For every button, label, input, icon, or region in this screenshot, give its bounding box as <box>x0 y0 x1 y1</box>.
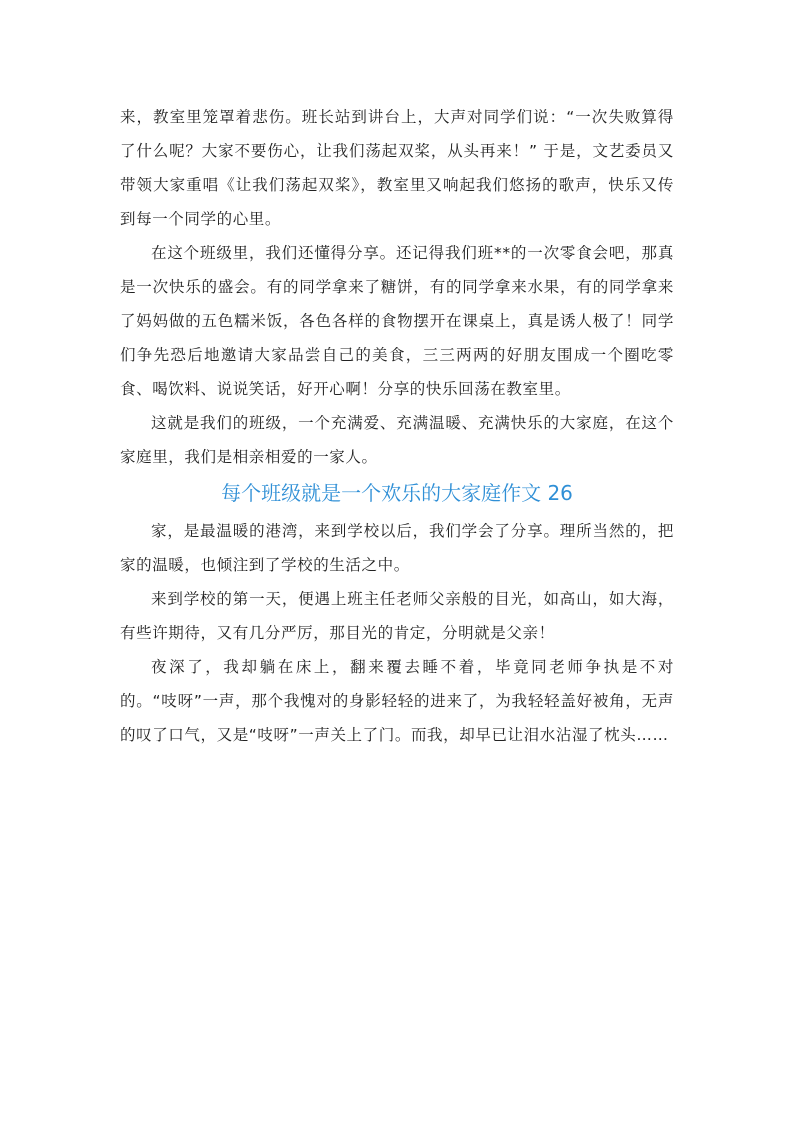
paragraph: 夜深了，我却躺在床上，翻来覆去睡不着，毕竟同老师争执是不对的。“吱呀”一声，那个我愧对的身影轻轻的进来了，为我轻轻盖好被角，无声的叹了口气，又是“吱呀”一声关上了门。而我，却早已让泪水沾湿了枕头…… <box>120 658 674 744</box>
paragraph: 来到学校的第一天，便遇上班主任老师父亲般的目光，如高山，如大海，有些许期待，又有几分严厉，那目光的肯定，分明就是父亲！ <box>120 590 674 642</box>
paragraph: 在这个班级里，我们还懂得分享。还记得我们班**的一次零食会吧，那真是一次快乐的盛会。有的同学拿来了糖饼，有的同学拿来水果，有的同学拿来了妈妈做的五色糯米饭，各色各样的食物摆开在课桌上，真是诱人极了！同学们争先恐后地邀请大家品尝自己的美食，三三两两的好朋友围成一个圈吃零食、喝饮料、说说笑话，好开心啊！分享的快乐回荡在教室里。 <box>120 244 674 398</box>
document-body <box>120 100 674 752</box>
paragraph: 来，教室里笼罩着悲伤。班长站到讲台上，大声对同学们说：“一次失败算得了什么呢？大家不要伤心，让我们荡起双桨，从头再来！” 于是，文艺委员又带领大家重唱《让我们荡起双桨》，教室里又响起我们悠扬的歌声，快乐又传到每一个同学的心里。 <box>120 108 674 228</box>
paragraph: 这就是我们的班级，一个充满爱、充满温暖、充满快乐的大家庭，在这个家庭里，我们是相亲相爱的一家人。 <box>120 414 674 466</box>
section-heading: 每个班级就是一个欢乐的大家庭作文 26 <box>221 481 573 505</box>
paragraph: 家，是最温暖的港湾，来到学校以后，我们学会了分享。理所当然的，把家的温暖，也倾注到了学校的生活之中。 <box>120 522 674 574</box>
